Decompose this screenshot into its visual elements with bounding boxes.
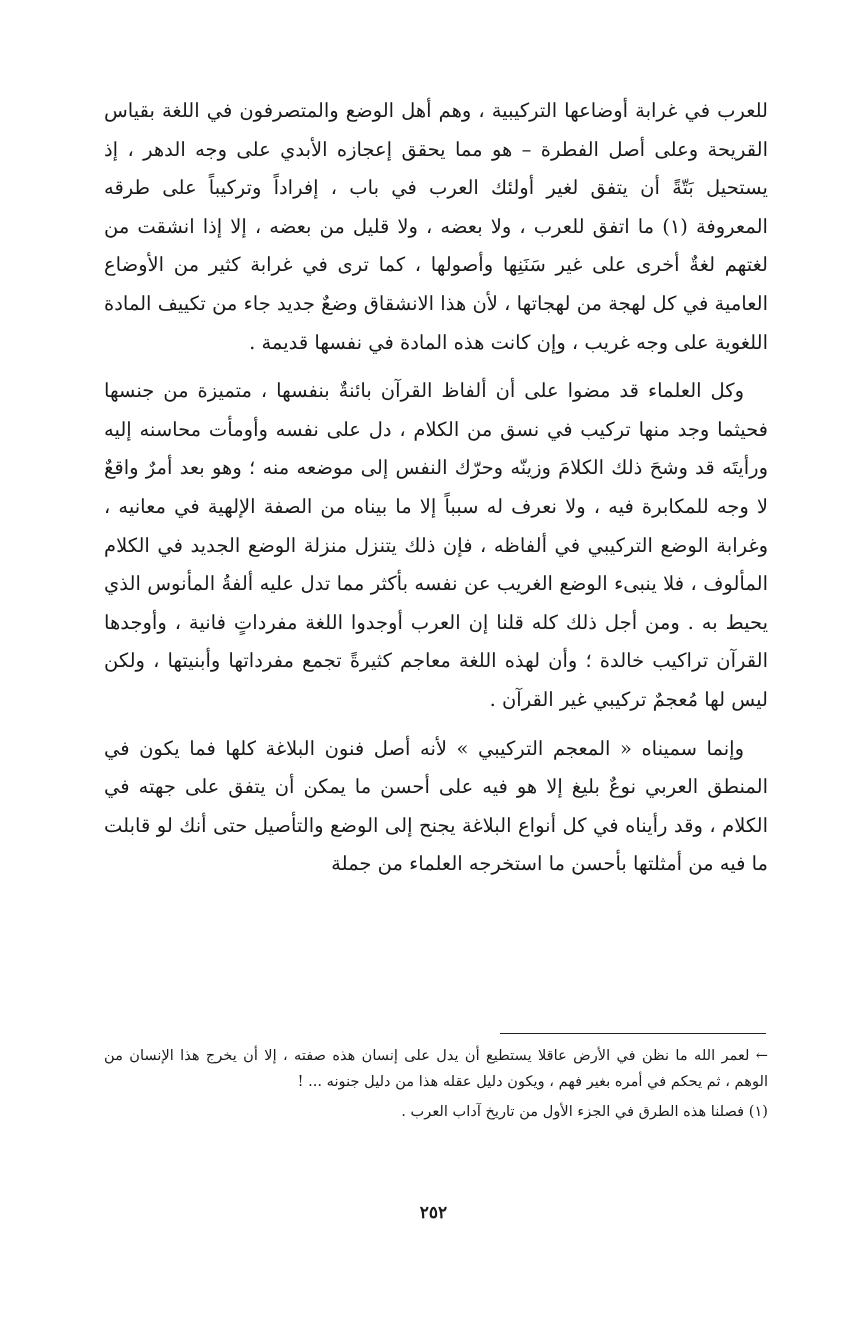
footnote-continued: ← لعمر الله ما نظن في الأرض عاقلا يستطيع أن يدل على إنسان هذه صفته ، إلا أن يخرج هذا الإنسان من الوهم ، ثم يحكم في أمره بغير فهم ، ويكون دليل عقله هذا من دليل جنونه ... ! <box>104 1047 768 1090</box>
paragraph-2: وكل العلماء قد مضوا على أن ألفاظ القرآن بائنةٌ بنفسها ، متميزة من جنسها فحيثما وجد منها تركيب في نسق من الكلام ، دل على نفسه وأومأت محاسنه إليه ورأيتَه قد وشحَ ذلك الكلامَ وزينّه وحرّك النفس إلى موضعه منه ؛ وهو بعد أمرٌ واقعٌ لا وجه للمكابرة فيه ، ولا نعرف له سبباً إلا ما بيناه من الصفة الإلهية في معانيه ، وغرابة الوضع التركيبي في ألفاظه ، فإن ذلك يتنزل منزلة الوضع الجديد في الكلام المألوف ، فلا ينبىء الوضع الغريب عن نفسه بأكثر مما تدل عليه ألفةُ المأنوس الذي يحيط به . ومن أجل ذلك كله قلنا إن العرب أوجدوا اللغة مفرداتٍ فانية ، وأوجدها القرآن تراكيب خالدة ؛ وأن لهذه اللغة معاجم كثيرةً تجمع مفرداتها وأبنيتها ، ولكن ليس لها مُعجمٌ تركيبي غير القرآن . <box>104 379 768 711</box>
footnote-1: (١) فصلنا هذه الطرق في الجزء الأول من تاريخ آداب العرب . <box>401 1103 768 1120</box>
page-number: ٢٥٢ <box>419 1203 448 1223</box>
footnotes <box>104 1043 768 1125</box>
paragraph-1: للعرب في غرابة أوضاعها التركيبية ، وهم أهل الوضع والمتصرفون في اللغة بقياس القريحة وعلى أصل الفطرة – هو مما يحقق إعجازه الأبدي على وجه الدهر ، إذ يستحيل بَتّةً أن يتفق لغير أولئك العرب في باب ، إفراداً وتركيباً على طرقه المعروفة (١) ما اتفق للعرب ، ولا بعضه ، ولا قليل من بعضه ، إلا إذا انشقت من لغتهم لغةٌ أخرى على غير سَنَنِها وأصولها ، كما ترى في غرابة كثير من الأوضاع العامية في كل لهجة من لهجاتها ، لأن هذا الانشقاق وضعٌ جديد جاء من تكييف المادة اللغوية على وجه غريب ، وإن كانت هذه المادة في نفسها قديمة . <box>104 99 768 354</box>
main-text <box>104 92 768 884</box>
paragraph-3: وإنما سميناه « المعجم التركيبي » لأنه أصل فنون البلاغة كلها فما يكون في المنطق العربي نوعٌ بليغ إلا هو فيه على أحسن ما يمكن أن يتفق على جهته في الكلام ، وقد رأيناه في كل أنواع البلاغة يجنح إلى الوضع والتأصيل حتى أنك لو قابلت ما فيه من أمثلتها بأحسن ما استخرجه العلماء من جملة <box>104 736 768 876</box>
footnote-separator <box>500 1033 766 1034</box>
